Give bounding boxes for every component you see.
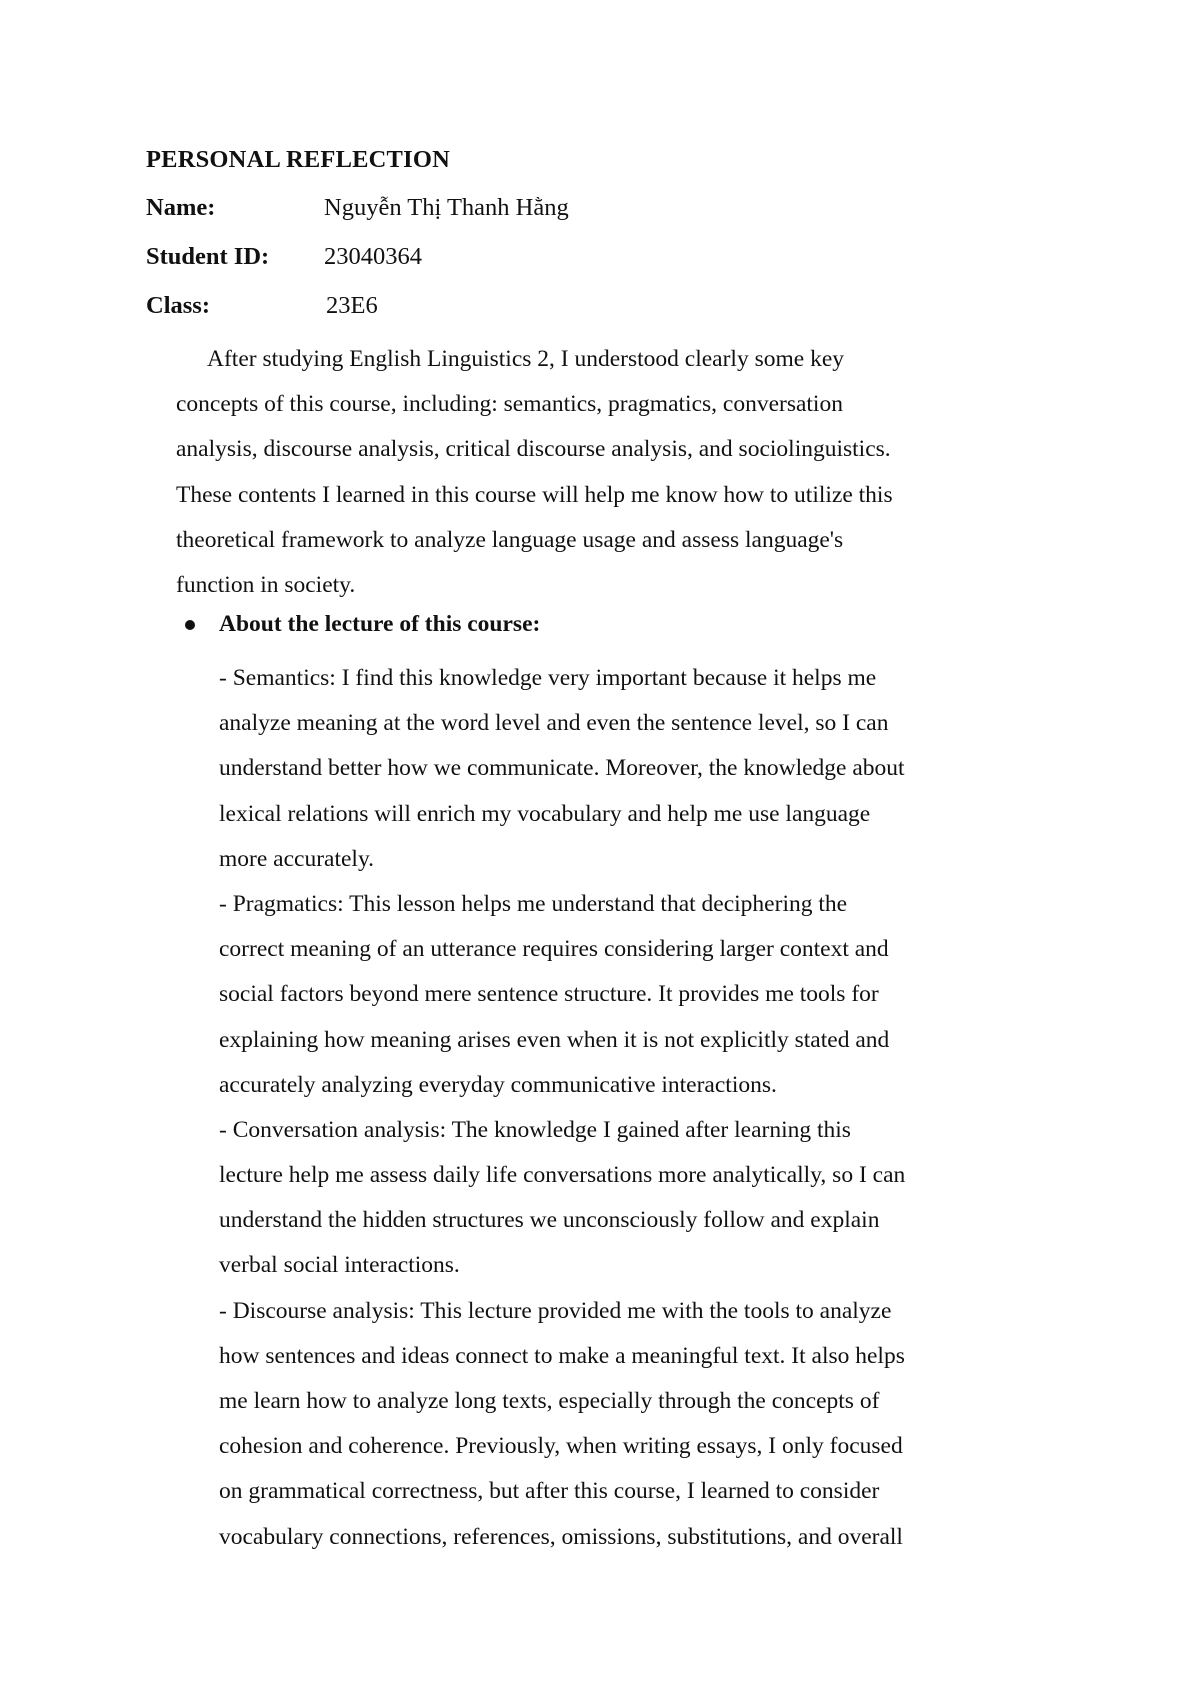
lecture-body [219, 656, 905, 1560]
body-line: understand better how we communicate. Moreover, the knowledge about [219, 755, 905, 782]
intro-line: After studying English Linguistics 2, I understood clearly some key [207, 346, 845, 372]
body-line: cohesion and coherence. Previously, when writing essays, I only focused [219, 1433, 903, 1460]
body-line: explaining how meaning arises even when it is not explicitly stated and [219, 1026, 890, 1053]
bullet-dot-icon [185, 620, 195, 630]
body-line: social factors beyond mere sentence structure. It provides me tools for [219, 981, 879, 1008]
bullet-heading: About the lecture of this course: [219, 611, 541, 637]
name-value: Nguyễn Thị Thanh Hằng [324, 194, 569, 221]
class-label: Class: [146, 292, 210, 319]
body-line: - Semantics: I find this knowledge very important because it helps me [219, 665, 877, 691]
student-id-label: Student ID: [146, 243, 270, 270]
body-line: understand the hidden structures we unconsciously follow and explain [219, 1207, 880, 1234]
intro-line: theoretical framework to analyze language usage and assess language's [176, 526, 844, 553]
intro-line: function in society. [176, 571, 356, 598]
body-line: - Conversation analysis: The knowledge I gained after learning this [219, 1116, 851, 1143]
class-value: 23E6 [326, 292, 378, 319]
body-line: lecture help me assess daily life conversations more analytically, so I can [219, 1162, 906, 1189]
body-line: accurately analyzing everyday communicative interactions. [219, 1071, 777, 1098]
intro-paragraph [176, 337, 893, 608]
body-line: analyze meaning at the word level and even the sentence level, so I can [219, 710, 889, 737]
body-line: - Pragmatics: This lesson helps me understand that deciphering the [219, 890, 848, 917]
body-line: - Discourse analysis: This lecture provided me with the tools to analyze [219, 1297, 892, 1324]
student-id-value: 23040364 [324, 243, 422, 270]
document-title: PERSONAL REFLECTION [146, 146, 450, 173]
intro-line: These contents I learned in this course will help me know how to utilize this [176, 481, 893, 508]
body-line: vocabulary connections, references, omissions, substitutions, and overall [219, 1523, 903, 1550]
body-line: verbal social interactions. [219, 1252, 460, 1279]
intro-line: analysis, discourse analysis, critical discourse analysis, and sociolinguistics. [176, 436, 891, 463]
body-line: more accurately. [219, 845, 375, 872]
intro-line: concepts of this course, including: semantics, pragmatics, conversation [176, 391, 843, 418]
name-label: Name: [146, 194, 216, 221]
body-line: how sentences and ideas connect to make a meaningful text. It also helps [219, 1342, 905, 1369]
body-line: me learn how to analyze long texts, especially through the concepts of [219, 1388, 880, 1414]
body-line: lexical relations will enrich my vocabulary and help me use language [219, 800, 871, 827]
body-line: on grammatical correctness, but after this course, I learned to consider [219, 1478, 880, 1505]
body-line: correct meaning of an utterance requires considering larger context and [219, 936, 889, 963]
